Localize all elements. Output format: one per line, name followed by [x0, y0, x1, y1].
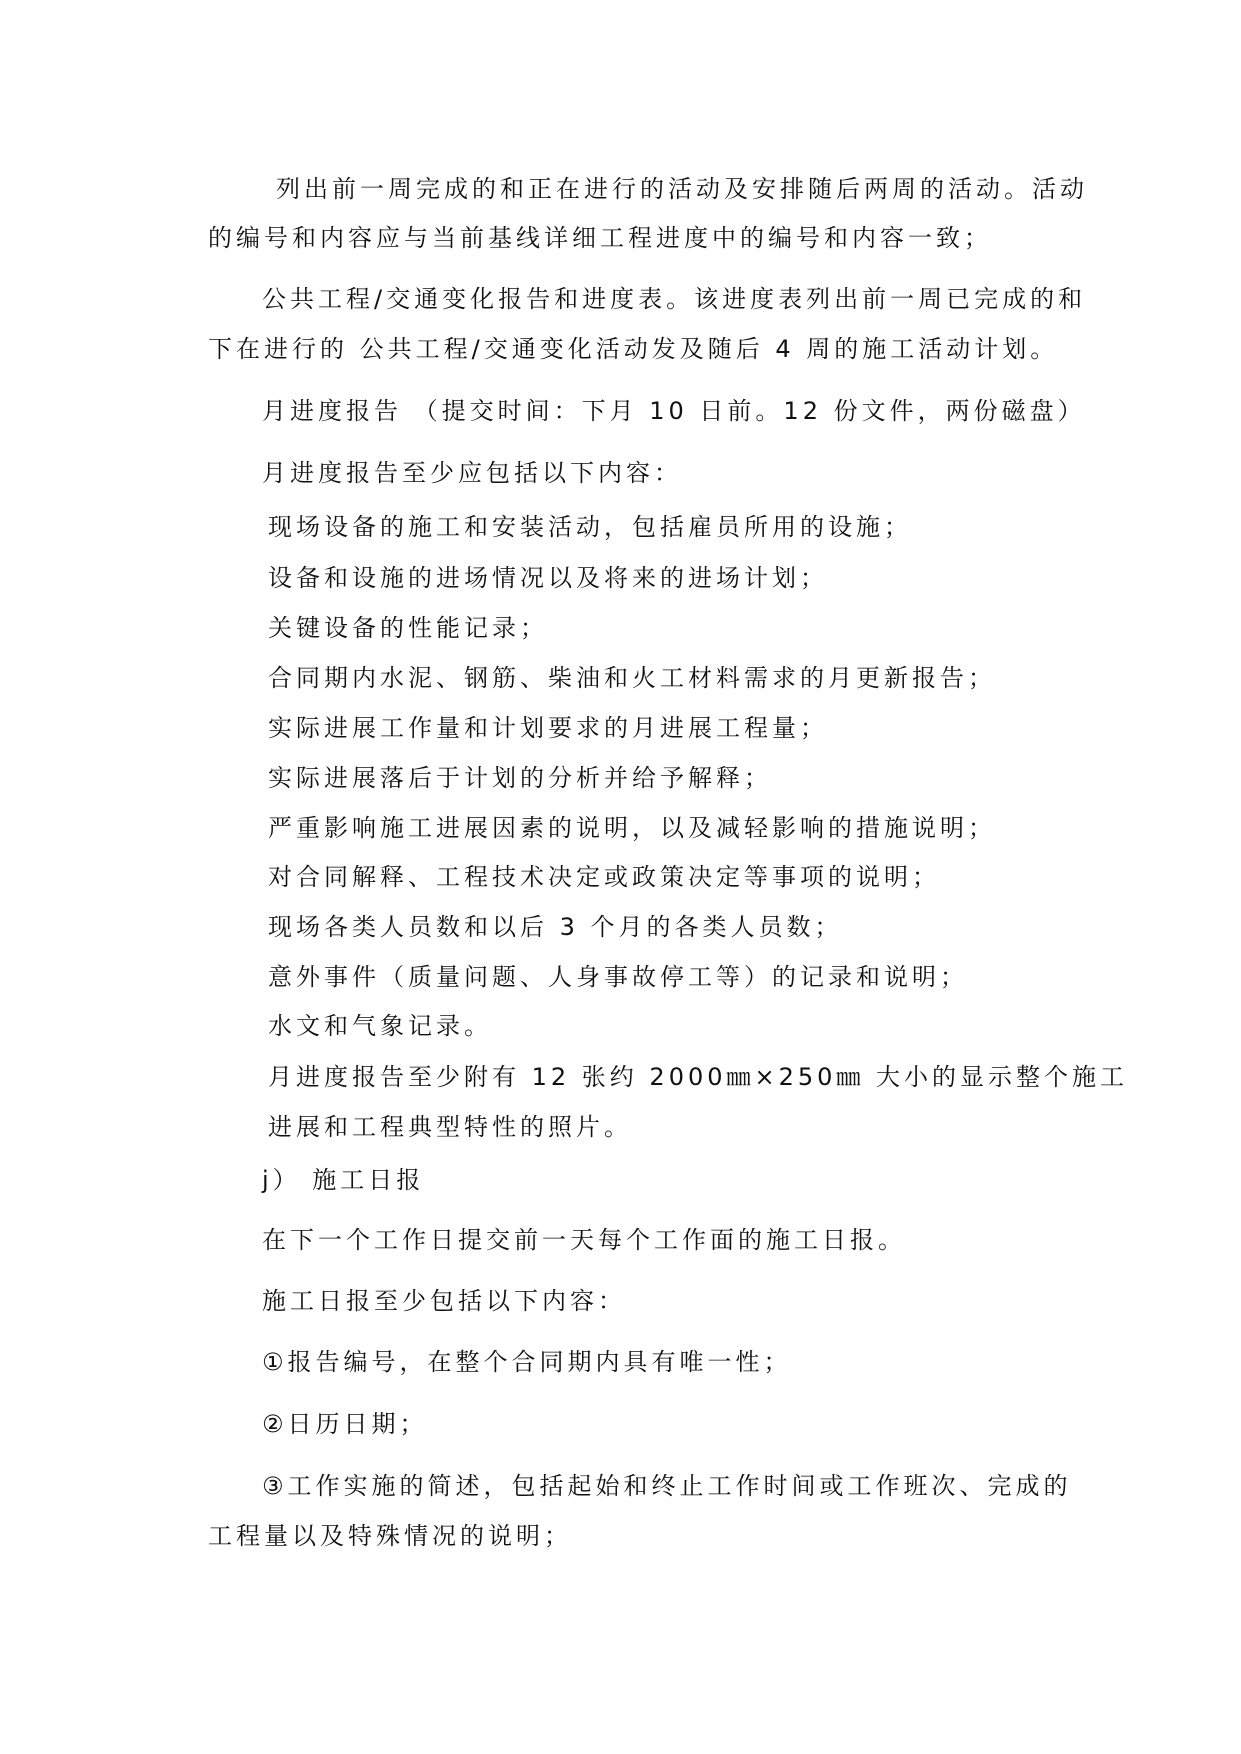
text-line: 在下一个工作日提交前一天每个工作面的施工日报。 [262, 1226, 906, 1254]
list-item: 现场各类人员数和以后 3 个月的各类人员数； [268, 913, 843, 941]
text-line: 公共工程/交通变化报告和进度表。该进度表列出前一周已完成的和 [262, 285, 1087, 313]
list-item: 工程量以及特殊情况的说明； [208, 1522, 572, 1550]
text-line: 列出前一周完成的和正在进行的活动及安排随后两周的活动。活动 [276, 175, 1088, 203]
list-item: 关键设备的性能记录； [268, 614, 548, 642]
list-item: 对合同解释、工程技术决定或政策决定等事项的说明； [268, 863, 940, 891]
text-line: 施工日报至少包括以下内容： [262, 1287, 626, 1315]
list-item: 水文和气象记录。 [268, 1012, 492, 1040]
text-line: 月进度报告至少应包括以下内容： [262, 459, 682, 487]
text-line: 的编号和内容应与当前基线详细工程进度中的编号和内容一致； [208, 224, 992, 252]
list-item: 进展和工程典型特性的照片。 [268, 1113, 632, 1141]
list-item: 意外事件（质量问题、人身事故停工等）的记录和说明； [268, 963, 968, 991]
text-line: 下在进行的 公共工程/交通变化活动发及随后 4 周的施工活动计划。 [208, 335, 1059, 363]
list-item: 严重影响施工进展因素的说明，以及减轻影响的措施说明； [268, 814, 996, 842]
list-item: 现场设备的施工和安装活动，包括雇员所用的设施； [268, 513, 912, 541]
list-item: 合同期内水泥、钢筋、柴油和火工材料需求的月更新报告； [268, 664, 996, 692]
list-item: 设备和设施的进场情况以及将来的进场计划； [268, 564, 828, 592]
list-item: 实际进展工作量和计划要求的月进展工程量； [268, 714, 828, 742]
list-item: ②日历日期； [262, 1410, 428, 1438]
list-item: ③工作实施的简述，包括起始和终止工作时间或工作班次、完成的 [262, 1472, 1072, 1500]
list-item: ①报告编号，在整个合同期内具有唯一性； [262, 1348, 792, 1376]
text-line: 月进度报告 （提交时间：下月 10 日前。12 份文件，两份磁盘） [262, 397, 1086, 425]
list-item: 月进度报告至少附有 12 张约 2000㎜×250㎜ 大小的显示整个施工 [268, 1063, 1129, 1091]
list-item: 实际进展落后于计划的分析并给予解释； [268, 764, 772, 792]
section-heading: j） 施工日报 [262, 1166, 425, 1194]
